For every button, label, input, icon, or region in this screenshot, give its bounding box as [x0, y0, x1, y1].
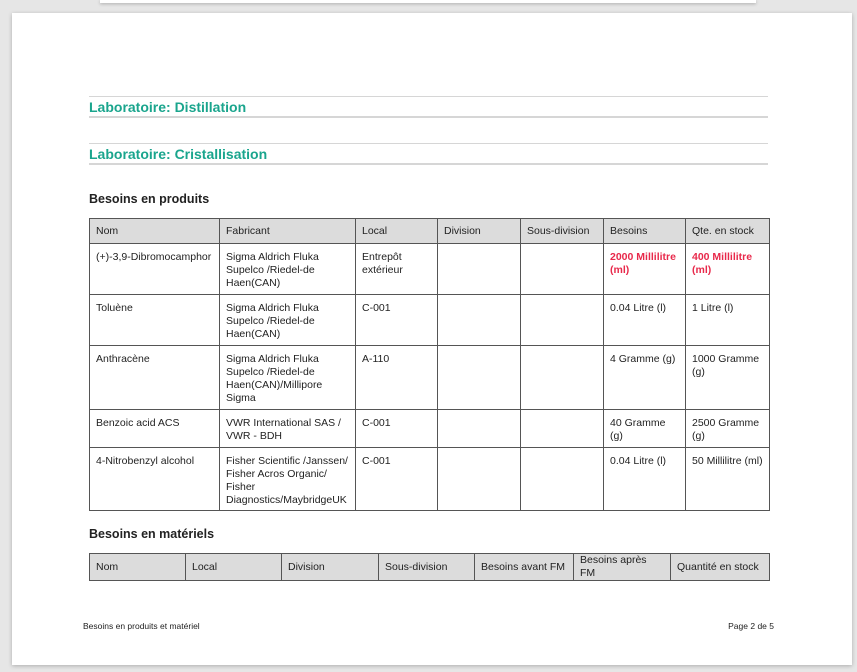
col-header-besoins: Besoins: [604, 219, 686, 244]
cell-stock: 1000 Gramme (g): [686, 346, 770, 410]
cell-fabricant: Fisher Scientific /Janssen/ Fisher Acros Organic/ Fisher Diagnostics/MaybridgeUK: [220, 448, 356, 511]
cell-nom: 4-Nitrobenzyl alcohol: [90, 448, 220, 511]
cell-division: [438, 295, 521, 346]
products-table: [89, 218, 770, 511]
cell-fabricant: Sigma Aldrich Fluka Supelco /Riedel-de Haen(CAN): [220, 244, 356, 295]
cell-sous-division: [521, 410, 604, 448]
products-heading: Besoins en produits: [89, 192, 210, 206]
cell-fabricant: VWR International SAS / VWR - BDH: [220, 410, 356, 448]
cell-sous-division: [521, 244, 604, 295]
cell-nom: Benzoic acid ACS: [90, 410, 220, 448]
cell-stock: 2500 Gramme (g): [686, 410, 770, 448]
previous-page-edge: [100, 0, 756, 3]
cell-besoins-alert: 2000 Millilitre (ml): [604, 244, 686, 295]
col-header-nom: Nom: [90, 219, 220, 244]
col-header-besoins-avant-fm: Besoins avant FM: [475, 554, 574, 581]
lab-heading-cristallisation: Laboratoire: Cristallisation: [89, 143, 768, 165]
col-header-nom: Nom: [90, 554, 186, 581]
cell-nom: (+)-3,9-Dibromocamphor: [90, 244, 220, 295]
col-header-besoins-apres-fm: Besoins après FM: [574, 554, 671, 581]
document-page: [12, 13, 852, 665]
cell-local: C-001: [356, 295, 438, 346]
cell-division: [438, 346, 521, 410]
cell-fabricant: Sigma Aldrich Fluka Supelco /Riedel-de Haen(CAN): [220, 295, 356, 346]
cell-division: [438, 410, 521, 448]
cell-nom: Toluène: [90, 295, 220, 346]
col-header-quantite-stock: Quantité en stock: [671, 554, 770, 581]
col-header-sous-division: Sous-division: [379, 554, 475, 581]
cell-fabricant: Sigma Aldrich Fluka Supelco /Riedel-de Haen(CAN)/Millipore Sigma: [220, 346, 356, 410]
col-header-local: Local: [356, 219, 438, 244]
table-row: [90, 448, 770, 511]
col-header-division: Division: [438, 219, 521, 244]
cell-local: Entrepôt extérieur: [356, 244, 438, 295]
table-row: [90, 410, 770, 448]
cell-besoins: 4 Gramme (g): [604, 346, 686, 410]
cell-sous-division: [521, 448, 604, 511]
footer-page-number: Page 2 de 5: [728, 621, 774, 631]
cell-besoins: 0.04 Litre (l): [604, 448, 686, 511]
col-header-fabricant: Fabricant: [220, 219, 356, 244]
cell-besoins: 40 Gramme (g): [604, 410, 686, 448]
col-header-sous-division: Sous-division: [521, 219, 604, 244]
cell-nom: Anthracène: [90, 346, 220, 410]
col-header-division: Division: [282, 554, 379, 581]
cell-local: A-110: [356, 346, 438, 410]
cell-besoins: 0.04 Litre (l): [604, 295, 686, 346]
cell-local: C-001: [356, 410, 438, 448]
materials-header-row: [90, 554, 770, 581]
cell-division: [438, 448, 521, 511]
lab-heading-distillation: Laboratoire: Distillation: [89, 96, 768, 118]
cell-stock-alert: 400 Millilitre (ml): [686, 244, 770, 295]
cell-sous-division: [521, 295, 604, 346]
col-header-stock: Qte. en stock: [686, 219, 770, 244]
col-header-local: Local: [186, 554, 282, 581]
table-row: [90, 244, 770, 295]
table-row: [90, 295, 770, 346]
table-row: [90, 346, 770, 410]
cell-local: C-001: [356, 448, 438, 511]
materials-table: [89, 553, 770, 581]
cell-division: [438, 244, 521, 295]
cell-sous-division: [521, 346, 604, 410]
footer-title: Besoins en produits et matériel: [83, 621, 200, 631]
products-header-row: [90, 219, 770, 244]
cell-stock: 50 Millilitre (ml): [686, 448, 770, 511]
materials-heading: Besoins en matériels: [89, 527, 215, 541]
cell-stock: 1 Litre (l): [686, 295, 770, 346]
